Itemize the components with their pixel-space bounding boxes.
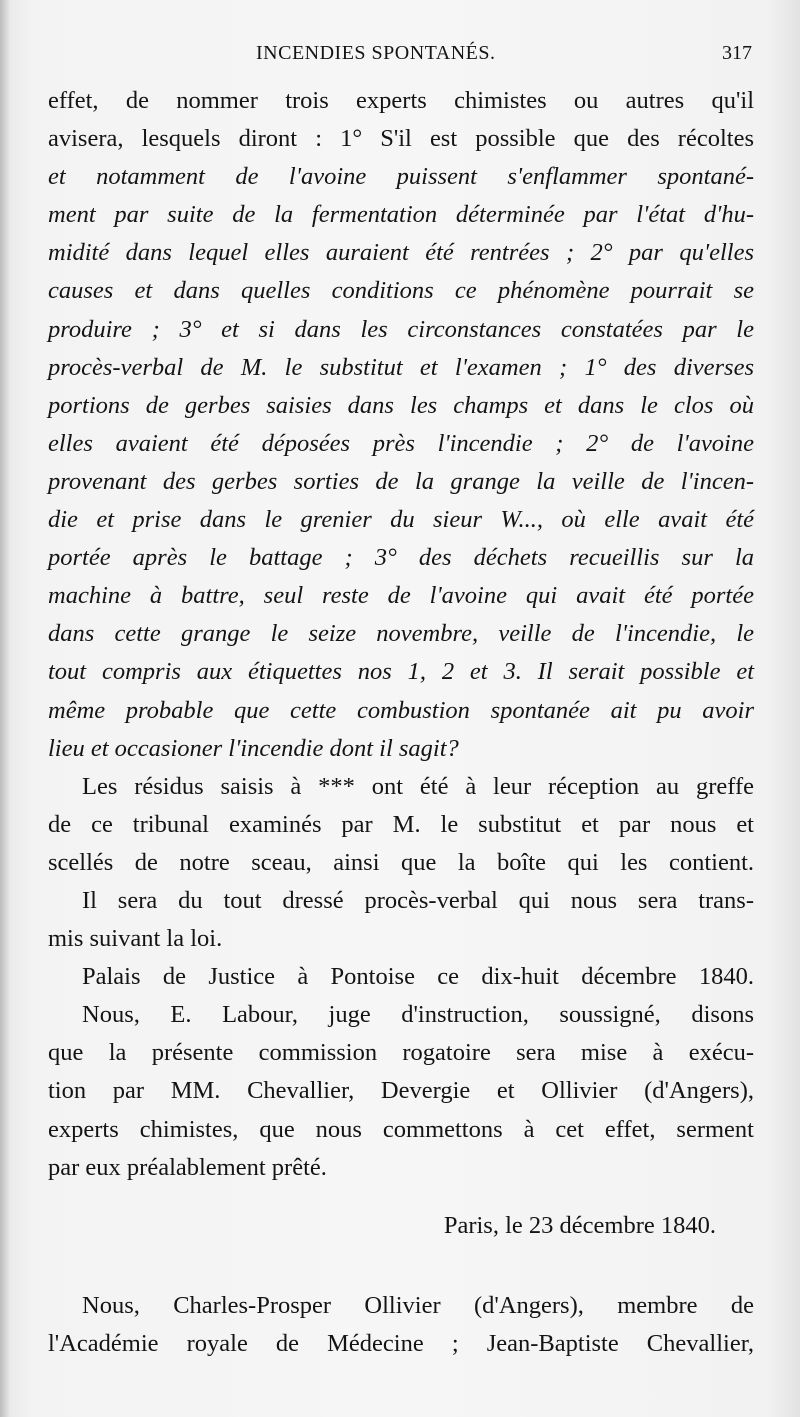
text-line: causes et dans quelles conditions ce phénomène pourrait se — [48, 277, 754, 305]
text-line: tout compris aux étiquettes nos 1, 2 et 3. Il serait possible et — [48, 658, 754, 686]
text-line: elles avaient été déposées près l'incendie ; 2° de l'avoine — [48, 429, 754, 457]
text-line: midité dans lequel elles auraient été rentrées ; 2° par qu'elles — [48, 239, 754, 267]
text-line: et notamment de l'avoine puissent s'enflammer spontané- — [48, 163, 754, 191]
text-line: machine à battre, seul reste de l'avoine qui avait été portée — [48, 582, 754, 610]
text-line: scellés de notre sceau, ainsi que la boîte qui les contient. — [48, 848, 754, 876]
text-line: portions de gerbes saisies dans les champs et dans le clos où — [48, 391, 754, 419]
text-line: tion par MM. Chevallier, Devergie et Ollivier (d'Angers), — [48, 1077, 754, 1105]
text-line: procès-verbal de M. le substitut et l'examen ; 1° des diverses — [48, 353, 754, 381]
dateline: Paris, le 23 décembre 1840. — [443, 1211, 716, 1239]
text-line: die et prise dans le grenier du sieur W..., où elle avait été — [48, 506, 754, 534]
text-line: dans cette grange le seize novembre, veille de l'incendie, le — [48, 620, 754, 648]
text-line: avisera, lesquels diront : 1° S'il est possible que des récoltes — [48, 125, 754, 153]
text-line: lieu et occasioner l'incendie dont il sagit? — [48, 734, 459, 762]
text-line: l'Académie royale de Médecine ; Jean-Baptiste Chevallier, — [48, 1329, 754, 1357]
text-line: Nous, E. Labour, juge d'instruction, soussigné, disons — [82, 1001, 754, 1029]
text-line: Il sera du tout dressé procès-verbal qui nous sera trans- — [82, 886, 754, 914]
text-line: que la présente commission rogatoire sera mise à exécu- — [48, 1039, 754, 1067]
text-line: Les résidus saisis à *** ont été à leur réception au greffe — [82, 772, 754, 800]
text-line: produire ; 3° et si dans les circonstances constatées par le — [48, 315, 754, 343]
running-title: INCENDIES SPONTANÉS. — [256, 42, 496, 64]
text-line: experts chimistes, que nous commettons à cet effet, serment — [48, 1115, 754, 1143]
text-line: ment par suite de la fermentation déterminée par l'état d'hu- — [48, 201, 754, 229]
text-line: effet, de nommer trois experts chimistes ou autres qu'il — [48, 87, 754, 114]
text-line: portée après le battage ; 3° des déchets recueillis sur la — [48, 544, 754, 572]
text-line: Nous, Charles-Prosper Ollivier (d'Angers), membre de — [82, 1291, 754, 1319]
text-line: Palais de Justice à Pontoise ce dix-huit décembre 1840. — [82, 963, 754, 991]
page-number: 317 — [722, 42, 752, 64]
text-line: provenant des gerbes sorties de la grange la veille de l'incen- — [48, 467, 754, 495]
text-line: mis suivant la loi. — [48, 925, 223, 953]
text-line: par eux préalablement prêté. — [48, 1153, 327, 1181]
page-body — [48, 82, 754, 1363]
text-line: de ce tribunal examinés par M. le substitut et par nous et — [48, 810, 754, 838]
text-line: même probable que cette combustion spontanée ait pu avoir — [48, 696, 754, 724]
running-head — [0, 42, 800, 72]
